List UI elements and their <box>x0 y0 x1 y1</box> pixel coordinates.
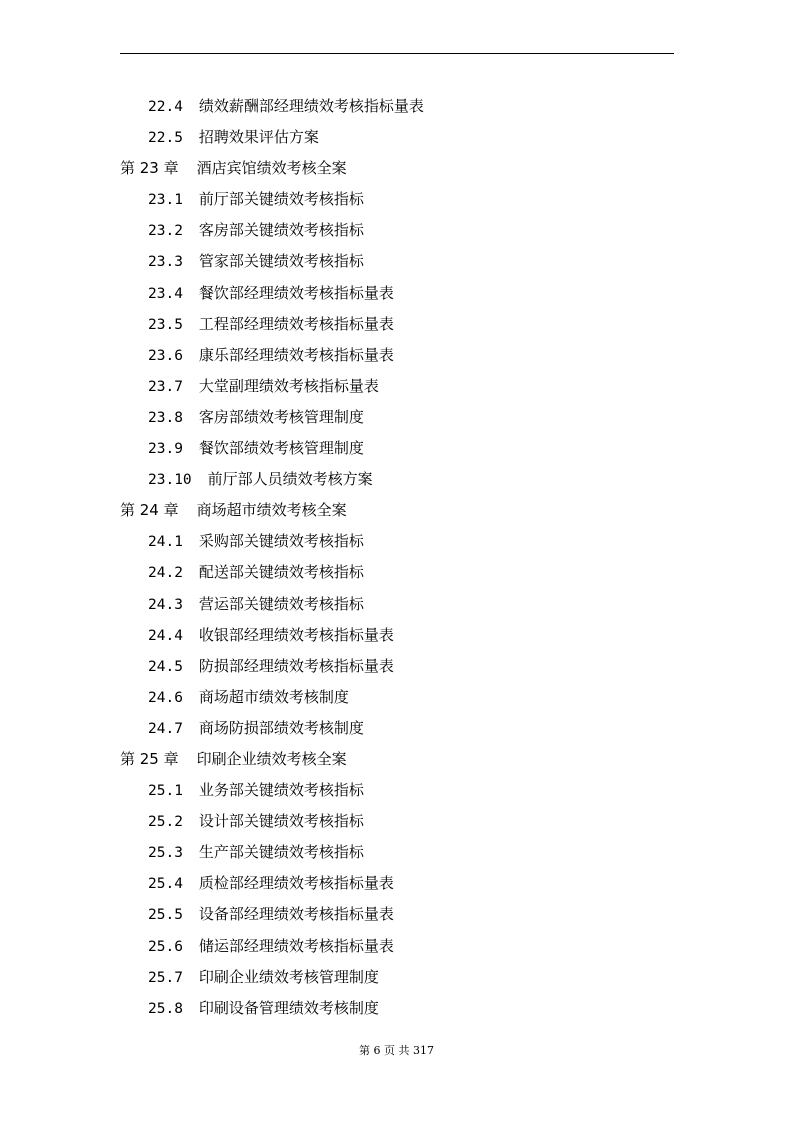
toc-section-entry[interactable] <box>0 651 793 682</box>
toc-entry-title: 业务部关键绩效考核指标 <box>198 781 364 800</box>
toc-entry-number: 24.1 <box>148 534 183 551</box>
toc-entry-title: 工程部经理绩效考核指标量表 <box>198 314 394 333</box>
toc-entry-number: 23.5 <box>148 316 183 333</box>
toc-entry-number: 23.10 <box>148 472 192 489</box>
toc-section-entry[interactable] <box>0 122 793 153</box>
toc-entry-number: 23.9 <box>148 441 183 458</box>
toc-section-entry[interactable] <box>0 620 793 651</box>
toc-section-entry[interactable] <box>0 993 793 1024</box>
toc-section-entry[interactable] <box>0 589 793 620</box>
toc-entry-title: 管家部关键绩效考核指标 <box>198 252 364 271</box>
toc-section-entry[interactable] <box>0 278 793 309</box>
toc-entry-title: 前厅部关键绩效考核指标 <box>198 190 364 209</box>
toc-entry-title: 餐饮部绩效考核管理制度 <box>198 439 364 458</box>
toc-section-entry[interactable] <box>0 246 793 277</box>
toc-entry-number: 24.2 <box>148 565 183 582</box>
toc-entry-number: 24.4 <box>148 627 183 644</box>
toc-entry-number: 25.3 <box>148 845 183 862</box>
toc-entry-number: 24.5 <box>148 658 183 675</box>
toc-section-entry[interactable] <box>0 526 793 557</box>
toc-entry-title: 客房部关键绩效考核指标 <box>198 221 364 240</box>
toc-entry-number: 23.4 <box>148 285 183 302</box>
toc-entry-title: 印刷企业绩效考核全案 <box>196 749 347 768</box>
toc-chapter-entry[interactable] <box>0 495 793 526</box>
toc-section-entry[interactable] <box>0 557 793 588</box>
toc-entry-title: 设备部经理绩效考核指标量表 <box>198 905 394 924</box>
toc-entry-number: 23.2 <box>148 223 183 240</box>
toc-entry-number: 22.4 <box>148 99 183 115</box>
toc-entry-title: 设计部关键绩效考核指标 <box>198 812 364 831</box>
header-rule <box>120 53 674 54</box>
page-footer: 第 6 页 共 317 <box>359 1044 434 1057</box>
toc-section-entry[interactable] <box>0 682 793 713</box>
toc-entry-number: 25.7 <box>148 969 183 986</box>
toc-section-entry[interactable] <box>0 402 793 433</box>
toc-entry-title: 收银部经理绩效考核指标量表 <box>198 625 394 644</box>
toc-entry-title: 前厅部人员绩效考核方案 <box>207 470 373 489</box>
toc-entry-title: 客房部绩效考核管理制度 <box>198 407 364 426</box>
toc-section-entry[interactable] <box>0 713 793 744</box>
toc-entry-title: 大堂副理绩效考核指标量表 <box>198 376 379 395</box>
toc-section-entry[interactable] <box>0 309 793 340</box>
toc-entry-title: 印刷设备管理绩效考核制度 <box>198 998 379 1017</box>
toc-entry-number: 第 23 章 <box>120 159 179 178</box>
toc-chapter-entry[interactable] <box>0 153 793 184</box>
toc-entry-number: 23.6 <box>148 347 183 364</box>
toc-entry-title: 印刷企业绩效考核管理制度 <box>198 967 379 986</box>
toc-entry-number: 23.1 <box>148 192 183 209</box>
toc-entry-title: 营运部关键绩效考核指标 <box>198 594 364 613</box>
toc-entry-number: 25.6 <box>148 938 183 955</box>
toc-entry-number: 24.3 <box>148 596 183 613</box>
toc-section-entry[interactable] <box>0 464 793 495</box>
toc-section-entry[interactable] <box>0 775 793 806</box>
toc-entry-number: 25.5 <box>148 907 183 924</box>
toc-chapter-entry[interactable] <box>0 744 793 775</box>
toc-entry-number: 25.2 <box>148 814 183 831</box>
toc-section-entry[interactable] <box>0 837 793 868</box>
toc-section-entry[interactable] <box>0 340 793 371</box>
toc-entry-number: 22.5 <box>148 130 183 147</box>
toc-section-entry[interactable] <box>0 433 793 464</box>
toc-entry-title: 采购部关键绩效考核指标 <box>198 532 364 551</box>
toc-entry-title: 招聘效果评估方案 <box>198 128 319 147</box>
toc-entry-title: 储运部经理绩效考核指标量表 <box>198 936 394 955</box>
toc-section-entry[interactable] <box>0 184 793 215</box>
toc-entry-title: 商场超市绩效考核制度 <box>198 687 349 706</box>
toc-section-entry[interactable] <box>0 962 793 993</box>
toc-entry-number: 24.7 <box>148 720 183 737</box>
toc-entry-number: 23.8 <box>148 409 183 426</box>
toc-entry-title: 防损部经理绩效考核指标量表 <box>198 656 394 675</box>
toc-section-entry[interactable] <box>0 215 793 246</box>
toc-entry-number: 25.1 <box>148 783 183 800</box>
toc-entry-title: 商场防损部绩效考核制度 <box>198 718 364 737</box>
table-of-contents <box>0 91 793 1024</box>
toc-entry-title: 康乐部经理绩效考核指标量表 <box>198 345 394 364</box>
toc-section-entry[interactable] <box>0 899 793 930</box>
toc-section-entry[interactable] <box>0 371 793 402</box>
toc-entry-title: 酒店宾馆绩效考核全案 <box>196 159 347 178</box>
toc-section-entry[interactable] <box>0 931 793 962</box>
toc-entry-number: 25.4 <box>148 876 183 893</box>
toc-section-entry[interactable] <box>0 868 793 899</box>
toc-section-entry[interactable] <box>0 91 793 122</box>
toc-entry-number: 23.7 <box>148 378 183 395</box>
toc-entry-number: 第 24 章 <box>120 501 179 520</box>
toc-entry-number: 23.3 <box>148 254 183 271</box>
toc-entry-title: 商场超市绩效考核全案 <box>196 501 347 520</box>
toc-entry-title: 绩效薪酬部经理绩效考核指标量表 <box>198 97 424 115</box>
toc-entry-number: 25.8 <box>148 1000 183 1017</box>
toc-entry-title: 生产部关键绩效考核指标 <box>198 843 364 862</box>
toc-entry-number: 第 25 章 <box>120 749 179 768</box>
toc-entry-title: 配送部关键绩效考核指标 <box>198 563 364 582</box>
toc-entry-title: 质检部经理绩效考核指标量表 <box>198 874 394 893</box>
toc-entry-title: 餐饮部经理绩效考核指标量表 <box>198 283 394 302</box>
toc-entry-number: 24.6 <box>148 689 183 706</box>
toc-section-entry[interactable] <box>0 806 793 837</box>
